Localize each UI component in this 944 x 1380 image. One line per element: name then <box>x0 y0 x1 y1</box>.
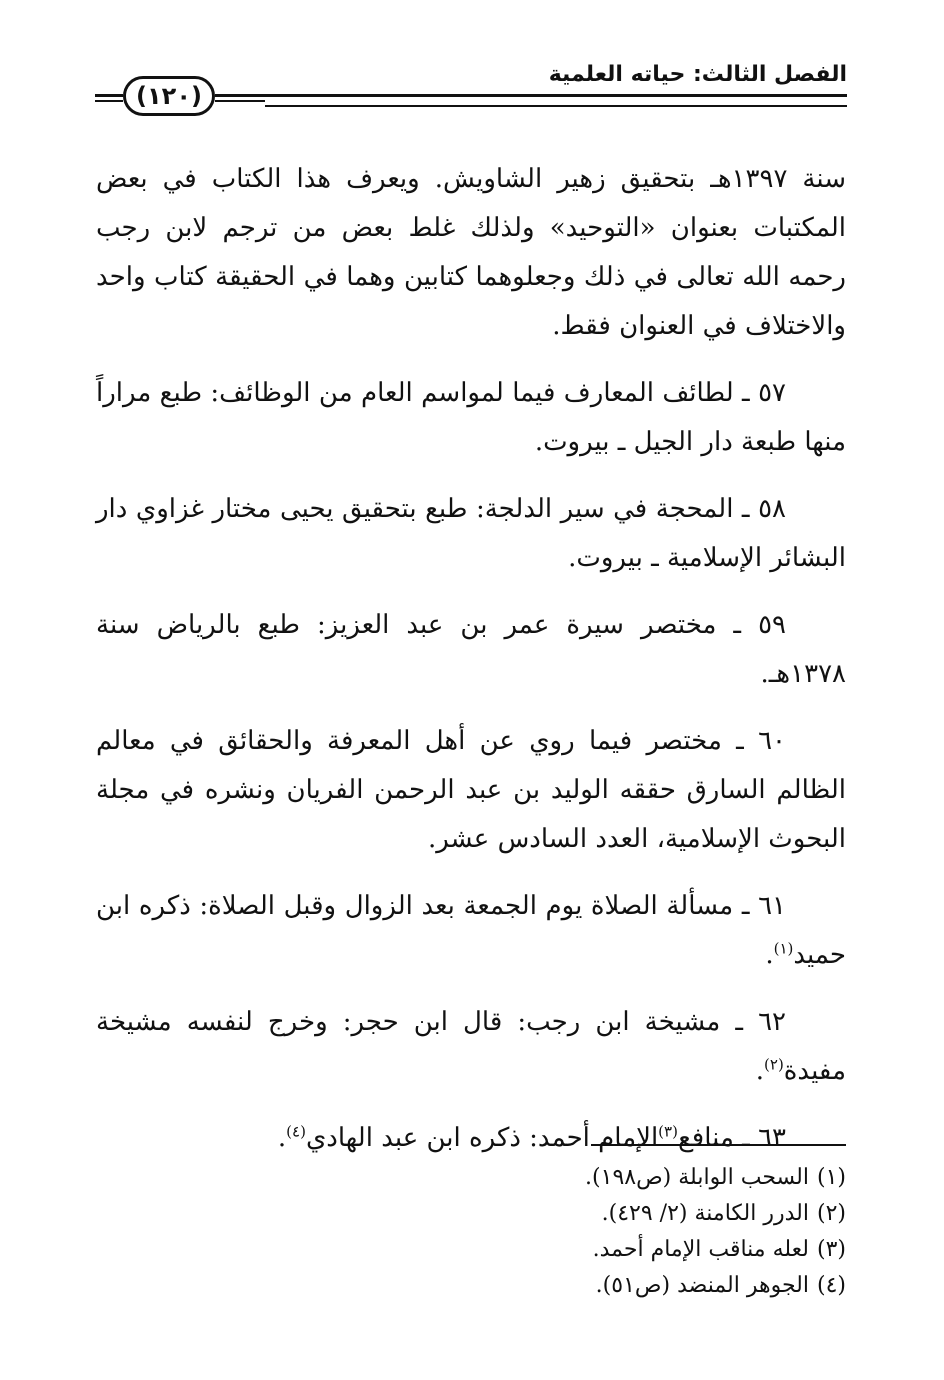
item-text: الإمام أحمد: ذكره ابن عبد الهادي <box>305 1123 659 1153</box>
footnote-text: الجوهر المنضد (ص٥١). <box>595 1273 809 1298</box>
footnote-text: الدرر الكامنة (٢/ ٤٢٩). <box>601 1201 809 1226</box>
chapter-title: الفصل الثالث: حياته العلمية <box>548 62 847 87</box>
footnote-marker: (٣) <box>816 1237 846 1262</box>
ornament-line <box>215 94 265 97</box>
footnote-marker: (٢) <box>816 1201 846 1226</box>
list-item-58: ٥٨ ـ المحجة في سير الدلجة: طبع بتحقيق يحيى مختار غزاوي دار البشائر الإسلامية ـ بيروت. <box>96 494 846 573</box>
list-item-57: ٥٧ ـ لطائف المعارف فيما لمواسم العام من الوظائف: طبع مراراً منها طبعة دار الجيل ـ بيروت. <box>96 378 846 457</box>
ornament-line <box>95 100 123 102</box>
list-item-60: ٦٠ ـ مختصر فيما روي عن أهل المعرفة والحقائق في معالم الظالم السارق حققه الوليد بن عبد الرحمن الفريان ونشره في مجلة البحوث الإسلامية، العدد السادس عشر. <box>96 726 846 854</box>
item-end: . <box>755 1056 765 1086</box>
footnote-1 <box>146 1160 846 1196</box>
page-header <box>95 58 847 118</box>
item-end: . <box>277 1123 287 1153</box>
footnote-3 <box>146 1232 846 1268</box>
item-text: ٦٣ ـ منافع <box>677 1123 786 1153</box>
list-item-63 <box>96 1114 846 1163</box>
footnote-text: لعله مناقب الإمام أحمد. <box>592 1237 809 1262</box>
footnote-ref: (٢) <box>764 1055 784 1074</box>
paragraph-continuation: سنة ١٣٩٧هـ بتحقيق زهير الشاويش. ويعرف هذا الكتاب في بعض المكتبات بعنوان «التوحيد» ولذلك غلط بعض من ترجم لابن رجب رحمه الله تعالى في ذلك وجعلوهما كتابين وهما في الحقيقة كتاب واحد والاختلاف في العنوان فقط. <box>96 164 846 341</box>
footnote-2 <box>146 1196 846 1232</box>
footnote-ref: (١) <box>773 939 794 958</box>
footnote-marker: (١) <box>816 1165 846 1190</box>
list-item-59: ٥٩ ـ مختصر سيرة عمر بن عبد العزيز: طبع بالرياض سنة ١٣٧٨هـ. <box>96 610 846 689</box>
page-number-ornament <box>95 76 265 116</box>
list-item-61 <box>96 882 846 980</box>
page-number: (١٢٠) <box>123 76 215 116</box>
ornament-line <box>215 100 265 102</box>
ornament-line <box>95 94 123 97</box>
footnote-separator <box>591 1144 846 1146</box>
item-text: ٦٢ ـ مشيخة ابن رجب: قال ابن حجر: وخرج لنفسه مشيخة مفيدة <box>96 1007 846 1086</box>
footnote-ref: (٣) <box>658 1122 678 1141</box>
item-text: ٦١ ـ مسألة الصلاة يوم الجمعة بعد الزوال وقبل الصلاة: ذكره ابن حميد <box>96 891 846 970</box>
footnote-marker: (٤) <box>816 1273 846 1298</box>
footnote-text: السحب الوابلة (ص١٩٨). <box>585 1165 809 1190</box>
footnote-ref: (٤) <box>286 1122 306 1141</box>
list-item-62 <box>96 998 846 1096</box>
item-end: . <box>765 940 774 970</box>
footnote-4 <box>146 1268 846 1304</box>
footnotes <box>146 1160 846 1304</box>
main-text <box>96 155 846 1181</box>
